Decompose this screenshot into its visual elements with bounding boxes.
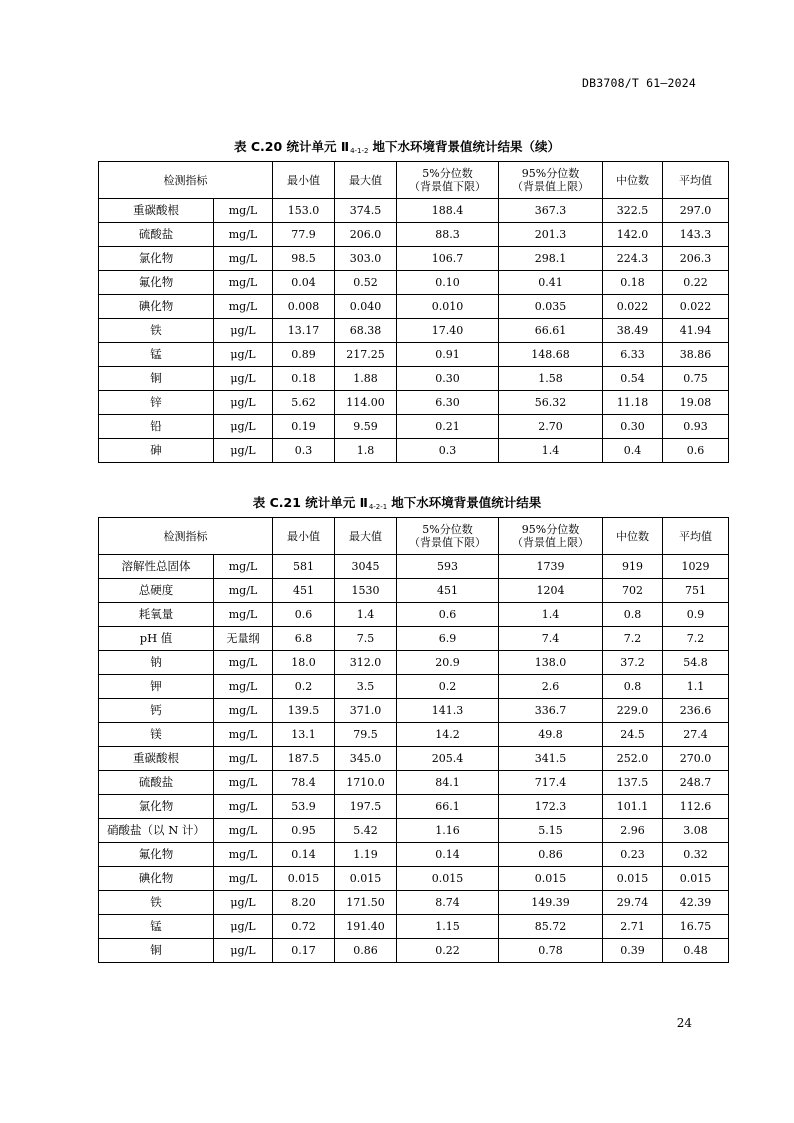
- table-row: [99, 843, 729, 867]
- indicator-name: 氯化物: [99, 795, 214, 819]
- table-row: [99, 915, 729, 939]
- median-value: 0.4: [603, 439, 663, 463]
- p5-value: 88.3: [397, 223, 499, 247]
- unit: mg/L: [214, 867, 273, 891]
- median-value: 0.18: [603, 271, 663, 295]
- p95-value: 201.3: [499, 223, 603, 247]
- mean-value: 1.1: [663, 675, 729, 699]
- median-value: 6.33: [603, 343, 663, 367]
- indicator-name: 重碳酸根: [99, 747, 214, 771]
- mean-value: 1029: [663, 555, 729, 579]
- header-median: 中位数: [603, 518, 663, 555]
- p5-value: 0.010: [397, 295, 499, 319]
- median-value: 137.5: [603, 771, 663, 795]
- p5-value: 0.10: [397, 271, 499, 295]
- header-p95: [499, 162, 603, 199]
- median-value: 0.8: [603, 675, 663, 699]
- indicator-name: 砷: [99, 439, 214, 463]
- min-value: 0.14: [273, 843, 335, 867]
- indicator-name: 重碳酸根: [99, 199, 214, 223]
- median-value: 29.74: [603, 891, 663, 915]
- unit: mg/L: [214, 271, 273, 295]
- min-value: 6.8: [273, 627, 335, 651]
- caption-subscript: 4-2-1: [368, 503, 388, 511]
- p5-value: 188.4: [397, 199, 499, 223]
- table-row: [99, 343, 729, 367]
- median-value: 252.0: [603, 747, 663, 771]
- table-row: [99, 747, 729, 771]
- unit: μg/L: [214, 915, 273, 939]
- mean-value: 0.32: [663, 843, 729, 867]
- table-row: [99, 247, 729, 271]
- table-caption-c21: [0, 493, 794, 511]
- table-row: [99, 627, 729, 651]
- median-value: 0.39: [603, 939, 663, 963]
- min-value: 13.1: [273, 723, 335, 747]
- unit: mg/L: [214, 675, 273, 699]
- table-row: [99, 319, 729, 343]
- max-value: 374.5: [335, 199, 397, 223]
- indicator-name: 钠: [99, 651, 214, 675]
- min-value: 0.89: [273, 343, 335, 367]
- median-value: 142.0: [603, 223, 663, 247]
- median-value: 2.71: [603, 915, 663, 939]
- header-p5: [397, 162, 499, 199]
- max-value: 0.86: [335, 939, 397, 963]
- p5-value: 1.15: [397, 915, 499, 939]
- mean-value: 41.94: [663, 319, 729, 343]
- header-median: 中位数: [603, 162, 663, 199]
- median-value: 0.015: [603, 867, 663, 891]
- page-number: 24: [676, 1016, 692, 1030]
- p5-value: 8.74: [397, 891, 499, 915]
- indicator-name: 铜: [99, 939, 214, 963]
- table-body: [99, 199, 729, 463]
- table-c20: [98, 161, 729, 463]
- max-value: 312.0: [335, 651, 397, 675]
- table-header-row: [99, 518, 729, 555]
- unit: mg/L: [214, 723, 273, 747]
- p95-value: 1204: [499, 579, 603, 603]
- header-p95-line1: 95%分位数: [521, 523, 580, 536]
- median-value: 0.23: [603, 843, 663, 867]
- mean-value: 0.75: [663, 367, 729, 391]
- indicator-name: 钾: [99, 675, 214, 699]
- mean-value: 16.75: [663, 915, 729, 939]
- p95-value: 1.58: [499, 367, 603, 391]
- p95-value: 717.4: [499, 771, 603, 795]
- header-p5: [397, 518, 499, 555]
- min-value: 0.17: [273, 939, 335, 963]
- table-row: [99, 771, 729, 795]
- indicator-name: 氯化物: [99, 247, 214, 271]
- p95-value: 0.41: [499, 271, 603, 295]
- unit: 无量纲: [214, 627, 273, 651]
- median-value: 702: [603, 579, 663, 603]
- indicator-name: 碘化物: [99, 295, 214, 319]
- header-p5-line1: 5%分位数: [422, 167, 473, 180]
- p95-value: 2.70: [499, 415, 603, 439]
- min-value: 18.0: [273, 651, 335, 675]
- max-value: 191.40: [335, 915, 397, 939]
- p95-value: 85.72: [499, 915, 603, 939]
- mean-value: 7.2: [663, 627, 729, 651]
- p5-value: 1.16: [397, 819, 499, 843]
- table-caption-c20: [0, 137, 794, 155]
- caption-prefix: 表 C.20 统计单元 Ⅱ: [233, 139, 350, 154]
- header-p5-line1: 5%分位数: [422, 523, 473, 536]
- max-value: 345.0: [335, 747, 397, 771]
- unit: mg/L: [214, 199, 273, 223]
- header-p95: [499, 518, 603, 555]
- header-indicator: 检测指标: [99, 162, 273, 199]
- p5-value: 0.30: [397, 367, 499, 391]
- table-row: [99, 579, 729, 603]
- min-value: 0.95: [273, 819, 335, 843]
- min-value: 0.2: [273, 675, 335, 699]
- mean-value: 297.0: [663, 199, 729, 223]
- header-max: 最大值: [335, 518, 397, 555]
- indicator-name: 氟化物: [99, 271, 214, 295]
- min-value: 581: [273, 555, 335, 579]
- max-value: 1.19: [335, 843, 397, 867]
- mean-value: 112.6: [663, 795, 729, 819]
- min-value: 0.6: [273, 603, 335, 627]
- max-value: 3045: [335, 555, 397, 579]
- max-value: 0.040: [335, 295, 397, 319]
- header-mean: 平均值: [663, 518, 729, 555]
- mean-value: 248.7: [663, 771, 729, 795]
- median-value: 322.5: [603, 199, 663, 223]
- max-value: 114.00: [335, 391, 397, 415]
- table-row: [99, 391, 729, 415]
- p95-value: 5.15: [499, 819, 603, 843]
- min-value: 0.19: [273, 415, 335, 439]
- header-p5-line2: （背景值下限）: [409, 180, 486, 193]
- table-row: [99, 651, 729, 675]
- header-p95-line2: （背景值上限）: [512, 536, 589, 549]
- median-value: 38.49: [603, 319, 663, 343]
- unit: μg/L: [214, 891, 273, 915]
- mean-value: 3.08: [663, 819, 729, 843]
- indicator-name: 铅: [99, 415, 214, 439]
- header-min: 最小值: [273, 162, 335, 199]
- p95-value: 298.1: [499, 247, 603, 271]
- max-value: 68.38: [335, 319, 397, 343]
- p5-value: 0.3: [397, 439, 499, 463]
- table-header-row: [99, 162, 729, 199]
- unit: mg/L: [214, 295, 273, 319]
- median-value: 24.5: [603, 723, 663, 747]
- p95-value: 138.0: [499, 651, 603, 675]
- indicator-name: 锰: [99, 343, 214, 367]
- table-row: [99, 223, 729, 247]
- mean-value: 38.86: [663, 343, 729, 367]
- mean-value: 0.6: [663, 439, 729, 463]
- p95-value: 341.5: [499, 747, 603, 771]
- mean-value: 236.6: [663, 699, 729, 723]
- table-row: [99, 555, 729, 579]
- mean-value: 206.3: [663, 247, 729, 271]
- p5-value: 0.6: [397, 603, 499, 627]
- unit: mg/L: [214, 771, 273, 795]
- table-row: [99, 199, 729, 223]
- p5-value: 451: [397, 579, 499, 603]
- median-value: 7.2: [603, 627, 663, 651]
- unit: mg/L: [214, 651, 273, 675]
- p5-value: 0.21: [397, 415, 499, 439]
- mean-value: 0.93: [663, 415, 729, 439]
- mean-value: 0.9: [663, 603, 729, 627]
- mean-value: 54.8: [663, 651, 729, 675]
- median-value: 229.0: [603, 699, 663, 723]
- p95-value: 1739: [499, 555, 603, 579]
- p5-value: 0.91: [397, 343, 499, 367]
- unit: mg/L: [214, 843, 273, 867]
- median-value: 0.022: [603, 295, 663, 319]
- p5-value: 0.2: [397, 675, 499, 699]
- indicator-name: 溶解性总固体: [99, 555, 214, 579]
- min-value: 0.72: [273, 915, 335, 939]
- min-value: 0.04: [273, 271, 335, 295]
- indicator-name: 铜: [99, 367, 214, 391]
- indicator-name: pH 值: [99, 627, 214, 651]
- p5-value: 14.2: [397, 723, 499, 747]
- p95-value: 66.61: [499, 319, 603, 343]
- p95-value: 1.4: [499, 603, 603, 627]
- max-value: 371.0: [335, 699, 397, 723]
- max-value: 1.88: [335, 367, 397, 391]
- median-value: 224.3: [603, 247, 663, 271]
- table-row: [99, 819, 729, 843]
- p95-value: 148.68: [499, 343, 603, 367]
- max-value: 217.25: [335, 343, 397, 367]
- p95-value: 56.32: [499, 391, 603, 415]
- unit: μg/L: [214, 415, 273, 439]
- min-value: 0.3: [273, 439, 335, 463]
- table-row: [99, 603, 729, 627]
- header-p5-line2: （背景值下限）: [409, 536, 486, 549]
- median-value: 11.18: [603, 391, 663, 415]
- unit: mg/L: [214, 603, 273, 627]
- p95-value: 49.8: [499, 723, 603, 747]
- min-value: 187.5: [273, 747, 335, 771]
- p5-value: 141.3: [397, 699, 499, 723]
- indicator-name: 氟化物: [99, 843, 214, 867]
- unit: μg/L: [214, 343, 273, 367]
- caption-suffix: 地下水环境背景值统计结果（续）: [372, 139, 561, 154]
- p95-value: 0.035: [499, 295, 603, 319]
- min-value: 53.9: [273, 795, 335, 819]
- p5-value: 20.9: [397, 651, 499, 675]
- table-row: [99, 415, 729, 439]
- header-max: 最大值: [335, 162, 397, 199]
- table-row: [99, 795, 729, 819]
- max-value: 7.5: [335, 627, 397, 651]
- unit: mg/L: [214, 747, 273, 771]
- min-value: 153.0: [273, 199, 335, 223]
- p5-value: 0.14: [397, 843, 499, 867]
- table-row: [99, 939, 729, 963]
- unit: μg/L: [214, 439, 273, 463]
- min-value: 5.62: [273, 391, 335, 415]
- min-value: 0.18: [273, 367, 335, 391]
- min-value: 8.20: [273, 891, 335, 915]
- median-value: 919: [603, 555, 663, 579]
- min-value: 0.008: [273, 295, 335, 319]
- p5-value: 593: [397, 555, 499, 579]
- header-min: 最小值: [273, 518, 335, 555]
- p95-value: 336.7: [499, 699, 603, 723]
- table-row: [99, 723, 729, 747]
- max-value: 303.0: [335, 247, 397, 271]
- mean-value: 270.0: [663, 747, 729, 771]
- p95-value: 172.3: [499, 795, 603, 819]
- max-value: 3.5: [335, 675, 397, 699]
- max-value: 79.5: [335, 723, 397, 747]
- min-value: 13.17: [273, 319, 335, 343]
- table-row: [99, 867, 729, 891]
- indicator-name: 镁: [99, 723, 214, 747]
- table-body: [99, 555, 729, 963]
- table-row: [99, 891, 729, 915]
- max-value: 1.4: [335, 603, 397, 627]
- caption-prefix: 表 C.21 统计单元 Ⅱ: [252, 495, 368, 510]
- table-row: [99, 675, 729, 699]
- header-mean: 平均值: [663, 162, 729, 199]
- table-row: [99, 439, 729, 463]
- indicator-name: 硫酸盐: [99, 771, 214, 795]
- table-row: [99, 271, 729, 295]
- mean-value: 19.08: [663, 391, 729, 415]
- p95-value: 1.4: [499, 439, 603, 463]
- min-value: 451: [273, 579, 335, 603]
- p5-value: 6.9: [397, 627, 499, 651]
- median-value: 0.30: [603, 415, 663, 439]
- indicator-name: 硝酸盐（以 N 计）: [99, 819, 214, 843]
- median-value: 101.1: [603, 795, 663, 819]
- indicator-name: 锰: [99, 915, 214, 939]
- median-value: 37.2: [603, 651, 663, 675]
- max-value: 5.42: [335, 819, 397, 843]
- header-p95-line1: 95%分位数: [521, 167, 580, 180]
- mean-value: 0.22: [663, 271, 729, 295]
- indicator-name: 钙: [99, 699, 214, 723]
- mean-value: 0.48: [663, 939, 729, 963]
- indicator-name: 硫酸盐: [99, 223, 214, 247]
- unit: mg/L: [214, 795, 273, 819]
- caption-suffix: 地下水环境背景值统计结果: [391, 495, 542, 510]
- max-value: 1530: [335, 579, 397, 603]
- indicator-name: 锌: [99, 391, 214, 415]
- indicator-name: 铁: [99, 319, 214, 343]
- min-value: 77.9: [273, 223, 335, 247]
- header-p95-line2: （背景值上限）: [512, 180, 589, 193]
- min-value: 98.5: [273, 247, 335, 271]
- mean-value: 143.3: [663, 223, 729, 247]
- p95-value: 0.78: [499, 939, 603, 963]
- unit: mg/L: [214, 699, 273, 723]
- p5-value: 0.015: [397, 867, 499, 891]
- max-value: 1.8: [335, 439, 397, 463]
- max-value: 206.0: [335, 223, 397, 247]
- mean-value: 42.39: [663, 891, 729, 915]
- p95-value: 149.39: [499, 891, 603, 915]
- mean-value: 0.022: [663, 295, 729, 319]
- p5-value: 106.7: [397, 247, 499, 271]
- max-value: 1710.0: [335, 771, 397, 795]
- unit: μg/L: [214, 391, 273, 415]
- p5-value: 0.22: [397, 939, 499, 963]
- document-code: DB3708/T 61—2024: [582, 76, 696, 90]
- p95-value: 7.4: [499, 627, 603, 651]
- median-value: 0.54: [603, 367, 663, 391]
- table-row: [99, 367, 729, 391]
- unit: mg/L: [214, 819, 273, 843]
- median-value: 2.96: [603, 819, 663, 843]
- p5-value: 84.1: [397, 771, 499, 795]
- indicator-name: 总硬度: [99, 579, 214, 603]
- unit: μg/L: [214, 939, 273, 963]
- p5-value: 17.40: [397, 319, 499, 343]
- unit: μg/L: [214, 319, 273, 343]
- p5-value: 205.4: [397, 747, 499, 771]
- unit: mg/L: [214, 579, 273, 603]
- indicator-name: 耗氧量: [99, 603, 214, 627]
- p95-value: 2.6: [499, 675, 603, 699]
- table-row: [99, 295, 729, 319]
- p5-value: 66.1: [397, 795, 499, 819]
- min-value: 0.015: [273, 867, 335, 891]
- max-value: 171.50: [335, 891, 397, 915]
- max-value: 197.5: [335, 795, 397, 819]
- mean-value: 751: [663, 579, 729, 603]
- max-value: 0.52: [335, 271, 397, 295]
- max-value: 0.015: [335, 867, 397, 891]
- mean-value: 0.015: [663, 867, 729, 891]
- unit: mg/L: [214, 555, 273, 579]
- table-row: [99, 699, 729, 723]
- unit: mg/L: [214, 223, 273, 247]
- indicator-name: 碘化物: [99, 867, 214, 891]
- mean-value: 27.4: [663, 723, 729, 747]
- p95-value: 367.3: [499, 199, 603, 223]
- min-value: 139.5: [273, 699, 335, 723]
- median-value: 0.8: [603, 603, 663, 627]
- min-value: 78.4: [273, 771, 335, 795]
- p95-value: 0.86: [499, 843, 603, 867]
- max-value: 9.59: [335, 415, 397, 439]
- unit: mg/L: [214, 247, 273, 271]
- header-indicator: 检测指标: [99, 518, 273, 555]
- p95-value: 0.015: [499, 867, 603, 891]
- indicator-name: 铁: [99, 891, 214, 915]
- unit: μg/L: [214, 367, 273, 391]
- table-c21: [98, 517, 729, 963]
- p5-value: 6.30: [397, 391, 499, 415]
- caption-subscript: 4-1-2: [350, 147, 369, 155]
